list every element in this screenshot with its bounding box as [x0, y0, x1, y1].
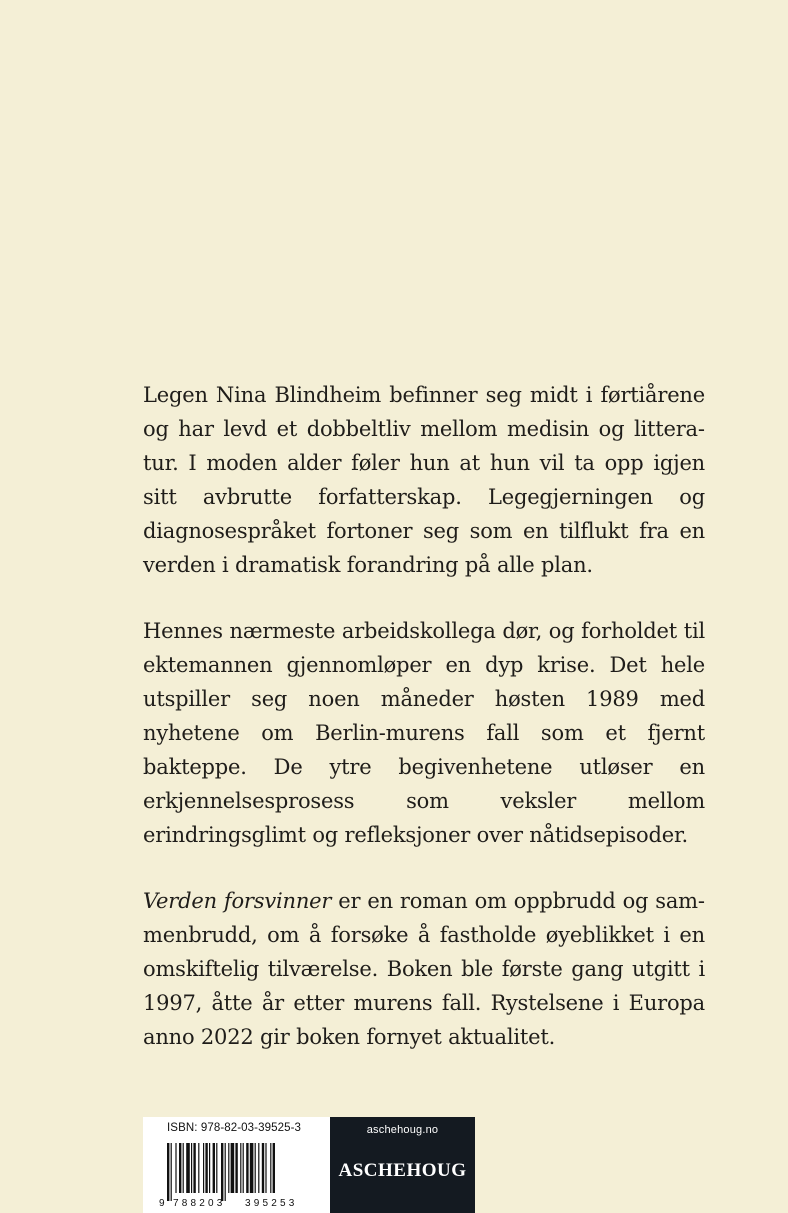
barcode-bar: [193, 1143, 195, 1193]
barcode-bar: [205, 1143, 207, 1193]
isbn-label: ISBN: 978-82-03-39525-3: [167, 1122, 301, 1134]
barcode-bar: [240, 1143, 241, 1193]
barcode-bar: [179, 1143, 181, 1193]
barcode-bar: [228, 1143, 229, 1193]
blurb-paragraph-3-text: er en roman om oppbrudd og sammenbrudd, om å forsøke å fastholde øyeblikket i en omskiftelig tilværelse. Boken ble første gang utgitt i 1997, åtte år etter murens fall. Rystelsene i Europa anno 2022 gir boken fornyet aktualitet.: [143, 889, 706, 1049]
barcode-bar: [246, 1143, 248, 1193]
isbn-barcode: [143, 1141, 330, 1213]
barcode-bar: [191, 1143, 192, 1193]
barcode-bar: [225, 1143, 226, 1201]
barcode-bar: [243, 1143, 244, 1193]
barcode-bar: [265, 1143, 266, 1193]
barcode-bar: [175, 1143, 176, 1193]
barcode-bar: [203, 1143, 204, 1193]
barcode-bar: [167, 1143, 169, 1201]
barcode-bar: [231, 1143, 235, 1193]
barcode-bar: [216, 1143, 217, 1193]
barcode-bar: [270, 1143, 271, 1193]
barcode-digit-first: 9: [159, 1198, 165, 1209]
barcode-digits-left: 788203: [173, 1198, 226, 1209]
barcode-bar: [258, 1143, 259, 1193]
barcode-bar: [198, 1143, 199, 1193]
barcode-digits-right: 395253: [245, 1198, 298, 1209]
barcode-bar: [183, 1143, 184, 1193]
barcode-bar: [262, 1143, 264, 1193]
barcode-panel: [143, 1117, 330, 1213]
blurb-paragraph-1: Legen Nina Blindheim befinner seg midt i førtiårene og har levd et dobbeltliv mellom medisin og litteratur. I moden alder føler hun at hun vil ta opp igjen sitt avbrutte forfatterskap. Legegjerningen og diagnosespråket fortoner seg som en tilflukt fra en verden i dramatisk forandring på alle plan.: [143, 383, 705, 577]
publisher-logo: ASCHEHOUG: [338, 1160, 467, 1181]
publisher-url: aschehoug.no: [366, 1124, 439, 1136]
barcode-bar: [250, 1143, 254, 1193]
blurb-paragraph-3: [143, 884, 705, 1054]
barcode-bar: [255, 1143, 256, 1193]
book-title: Verden forsvinner: [143, 889, 332, 913]
publisher-panel: [330, 1117, 475, 1213]
barcode-bar: [273, 1143, 275, 1193]
blurb-text: [143, 378, 705, 1086]
barcode-bar: [171, 1143, 172, 1201]
barcode-bar: [235, 1143, 237, 1193]
barcode-bar: [209, 1143, 210, 1193]
barcode-bar: [221, 1143, 223, 1201]
blurb-paragraph-2: Hennes nærmeste arbeidskollega dør, og forholdet til ektemannen gjennomløper en dyp krise. Det hele utspiller seg noen måneder høsten 1989 med nyhetene om Berlin-murens fall som et fjernt bakteppe. De ytre begivenhetene utløser en erkjennelsesprosess som veksler mellom erindringsglimt og refleksjoner over nåtidsepisoder.: [143, 619, 705, 847]
barcode-bar: [213, 1143, 215, 1193]
barcode-bar: [186, 1143, 190, 1193]
